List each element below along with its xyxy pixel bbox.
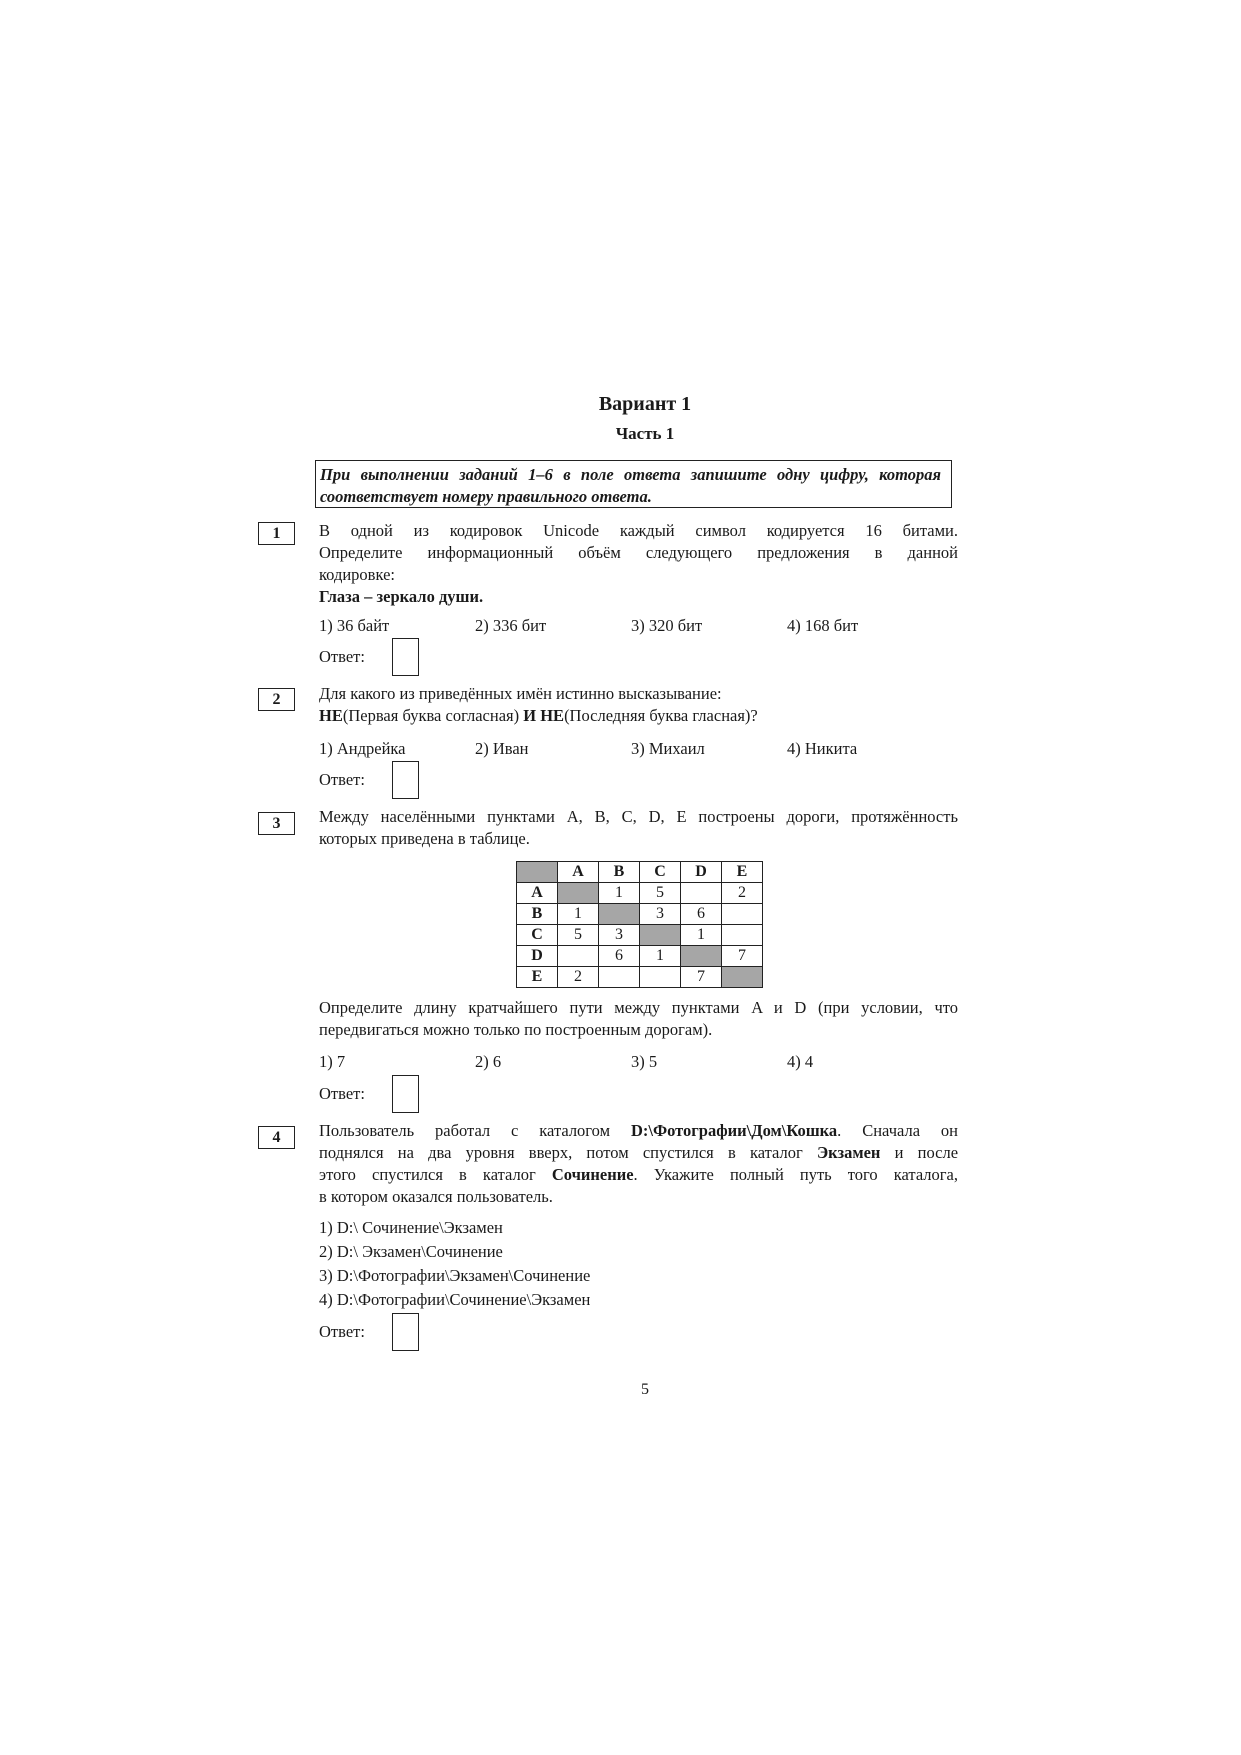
table-cell <box>599 904 640 925</box>
instruction-line: соответствует номеру правильного ответа. <box>320 487 652 506</box>
task-3-question <box>319 997 958 1041</box>
option: 2) Иван <box>475 739 529 758</box>
option: 1) 7 <box>319 1052 346 1071</box>
option: 3) D:\Фотографии\Экзамен\Сочинение <box>319 1266 591 1285</box>
task-number: 4 <box>258 1126 295 1149</box>
option: 4) Никита <box>787 739 858 758</box>
directory-path: D:\Фотографии\Дом\Кошка <box>630 1121 838 1140</box>
directory-name: Экзамен <box>816 1143 881 1162</box>
table-cell: 3 <box>640 904 681 925</box>
text-run: . Укажите полный путь того каталога, <box>633 1165 958 1184</box>
table-cell <box>558 883 599 904</box>
task-1-text <box>319 520 958 608</box>
answer-label: Ответ: <box>319 770 365 789</box>
table-cell <box>558 946 599 967</box>
table-cell: 7 <box>681 967 722 988</box>
corner-cell <box>517 862 558 883</box>
answer-label: Ответ: <box>319 1322 365 1341</box>
option: 2) D:\ Экзамен\Сочинение <box>319 1242 503 1261</box>
text-line: В одной из кодировок Unicode каждый символ кодируется 16 битами. <box>319 521 958 540</box>
text-line: Для какого из приведённых имён истинно высказывание: <box>319 684 722 703</box>
answer-label: Ответ: <box>319 647 365 666</box>
table-cell <box>681 883 722 904</box>
option: 2) 336 бит <box>475 616 547 635</box>
option: 2) 6 <box>475 1052 502 1071</box>
row-header: E <box>517 967 558 988</box>
column-header: D <box>681 862 722 883</box>
option: 4) D:\Фотографии\Сочинение\Экзамен <box>319 1290 591 1309</box>
column-header: B <box>599 862 640 883</box>
table-cell: 5 <box>640 883 681 904</box>
table-cell: 6 <box>681 904 722 925</box>
text-line: кодировке: <box>319 565 395 584</box>
task-4-text <box>319 1120 958 1208</box>
text-run: Пользователь работал с каталогом <box>319 1121 631 1140</box>
table-cell: 7 <box>722 946 763 967</box>
answer-box[interactable] <box>392 638 419 676</box>
directory-name: Сочинение <box>551 1165 634 1184</box>
table-cell <box>722 925 763 946</box>
table-cell <box>599 967 640 988</box>
answer-box[interactable] <box>392 1313 419 1351</box>
table-cell: 1 <box>681 925 722 946</box>
table-cell: 2 <box>722 883 763 904</box>
text-run: . Сначала он <box>837 1121 959 1140</box>
table-row <box>517 967 763 988</box>
table-cell: 6 <box>599 946 640 967</box>
row-header: B <box>517 904 558 925</box>
option: 3) 5 <box>631 1052 658 1071</box>
text-run: поднялся на два уровня вверх, потом спустился в каталог <box>319 1143 817 1162</box>
table-row <box>517 904 763 925</box>
table-cell: 2 <box>558 967 599 988</box>
answer-box[interactable] <box>392 1075 419 1113</box>
option: 1) 36 байт <box>319 616 390 635</box>
table-header-row <box>517 862 763 883</box>
option: 3) Михаил <box>631 739 705 758</box>
option: 4) 4 <box>787 1052 814 1071</box>
table-cell: 1 <box>599 883 640 904</box>
table-cell <box>722 904 763 925</box>
table-row <box>517 883 763 904</box>
and-not-operator: И НЕ <box>523 706 565 725</box>
distance-table <box>516 861 763 988</box>
row-header: D <box>517 946 558 967</box>
column-header: A <box>558 862 599 883</box>
task-1-phrase: Глаза – зеркало души. <box>319 587 484 606</box>
task-3-text <box>319 806 958 850</box>
text-line <box>319 1142 958 1164</box>
part-title: Часть 1 <box>615 424 675 443</box>
table-cell <box>722 967 763 988</box>
text-line: Определите длину кратчайшего пути между пунктами A и D (при условии, что <box>319 998 958 1017</box>
table-cell: 3 <box>599 925 640 946</box>
column-header: C <box>640 862 681 883</box>
instruction-line: При выполнении заданий 1–6 в поле ответа запишите одну цифру, которая <box>320 465 941 484</box>
instruction-box <box>315 460 952 508</box>
task-number: 3 <box>258 812 295 835</box>
text-run: этого спустился в каталог <box>319 1165 552 1184</box>
task-2-expression <box>319 705 958 727</box>
table-cell: 1 <box>640 946 681 967</box>
table-cell: 1 <box>558 904 599 925</box>
table-cell <box>640 967 681 988</box>
answer-box[interactable] <box>392 761 419 799</box>
text-line <box>319 1164 958 1186</box>
task-number: 1 <box>258 522 295 545</box>
text-line: в котором оказался пользователь. <box>319 1187 553 1206</box>
condition: (Первая буква согласная) <box>342 706 524 725</box>
table-cell <box>681 946 722 967</box>
page-number: 5 <box>641 1381 649 1398</box>
condition: (Последняя буква гласная)? <box>564 706 758 725</box>
variant-title: Вариант 1 <box>598 393 692 415</box>
text-run: и после <box>880 1143 959 1162</box>
text-line <box>319 1120 958 1142</box>
table-row <box>517 946 763 967</box>
not-operator: НЕ <box>319 706 343 725</box>
option: 4) 168 бит <box>787 616 859 635</box>
answer-label: Ответ: <box>319 1084 365 1103</box>
task-number: 2 <box>258 688 295 711</box>
option: 1) Андрейка <box>319 739 406 758</box>
option: 1) D:\ Сочинение\Экзамен <box>319 1218 503 1237</box>
text-line: Определите информационный объём следующего предложения в данной <box>319 543 958 562</box>
table-row <box>517 925 763 946</box>
table-cell: 5 <box>558 925 599 946</box>
task-2-text <box>319 683 958 727</box>
text-line: Между населёнными пунктами A, B, C, D, E построены дороги, протяжённость <box>319 807 958 826</box>
row-header: A <box>517 883 558 904</box>
text-line: передвигаться можно только по построенным дорогам). <box>319 1020 713 1039</box>
option: 3) 320 бит <box>631 616 703 635</box>
row-header: C <box>517 925 558 946</box>
column-header: E <box>722 862 763 883</box>
table-cell <box>640 925 681 946</box>
text-line: которых приведена в таблице. <box>319 829 530 848</box>
